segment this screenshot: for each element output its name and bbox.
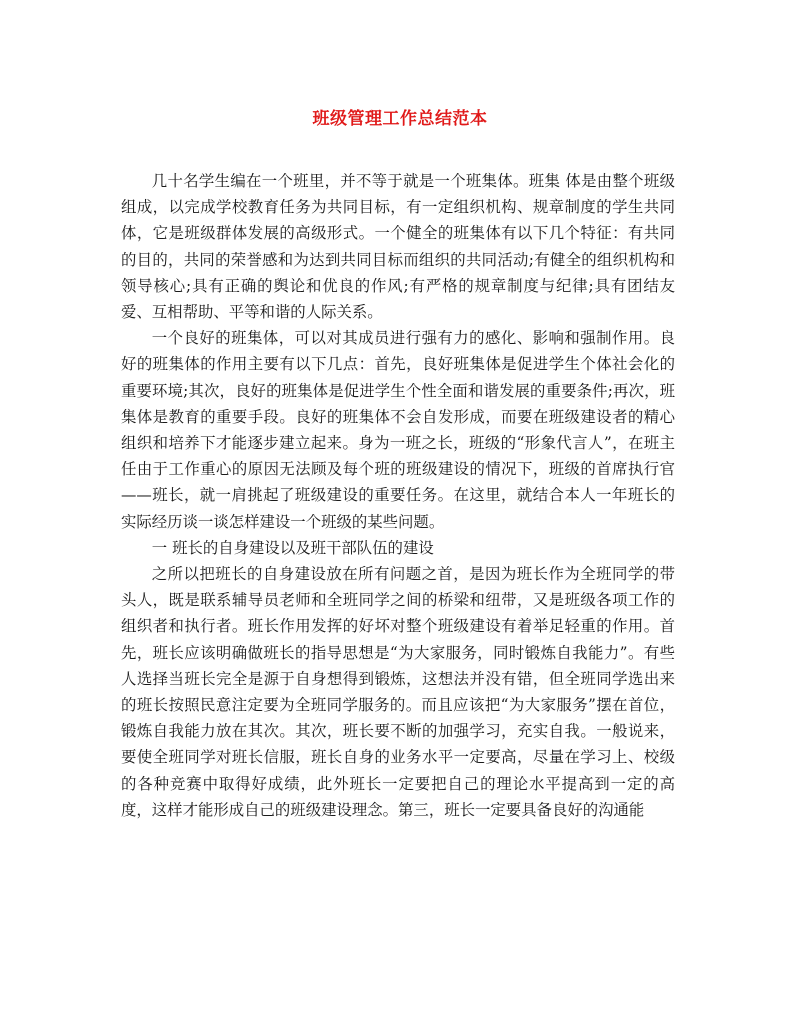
paragraph-monitor: 之所以把班长的自身建设放在所有问题之首，是因为班长作为全班同学的带头人，既是联系辅导员老师和全班同学之间的桥梁和纽带，又是班级各项工作的组织者和执行者。班长作用发挥的好坏对整个班级建设有着举足轻重的作用。首先，班长应该明确做班长的指导思想是“为大家服务，同时锻炼自我能力”。有些人选择当班长完全是源于自身想得到锻炼，这想法并没有错，但全班同学选出来的班长按照民意注定要为全班同学服务的。而且应该把“为大家服务”摆在首位，锻炼自我能力放在其次。其次，班长要不断的加强学习，充实自我。一般说来，要使全班同学对班长信服，班长自身的业务水平一定要高，尽量在学习上、校级的各种竞赛中取得好成绩，此外班长一定要把自己的理论水平提高到一定的高度，这样才能形成自己的班级建设理念。第三，班长一定要具备良好的沟通能 bbox=[121, 565, 675, 819]
paragraph-good-class: 一个良好的班集体，可以对其成员进行强有力的感化、影响和强制作用。良好的班集体的作用主要有以下几点：首先，良好班集体是促进学生个体社会化的重要环境;其次，良好的班集体是促进学生个性全面和谐发展的重要条件;再次，班集体是教育的重要手段。良好的班集体不会自发形成，而要在班级建设者的精心组织和培养下才能逐步建立起来。身为一班之长，班级的“形象代言人”，在班主任由于工作重心的原因无法顾及每个班的班级建设的情况下，班级的首席执行官——班长，就一肩挑起了班级建设的重要任务。在这里，就结合本人一年班长的实际经历谈一谈怎样建设一个班级的某些问题。 bbox=[121, 329, 675, 531]
section-heading: 一 班长的自身建设以及班干部队伍的建设 bbox=[151, 538, 434, 557]
paragraph-intro: 几十名学生编在一个班里，并不等于就是一个班集体。班集 体是由整个班级组成，以完成学校教育任务为共同目标，有一定组织机构、规章制度的学生共同体，它是班级群体发展的高级形式。一个健全的班集体有以下几个特征：有共同的目的，共同的荣誉感和为达到共同目标而组织的共同活动;有健全的组织机构和领导核心;具有正确的舆论和优良的作风;有严格的规章制度与纪律;具有团结友爱、互相帮助、平等和谐的人际关系。 bbox=[121, 172, 675, 322]
document-body bbox=[121, 168, 675, 823]
document-title: 班级管理工作总结范本 bbox=[312, 109, 488, 129]
